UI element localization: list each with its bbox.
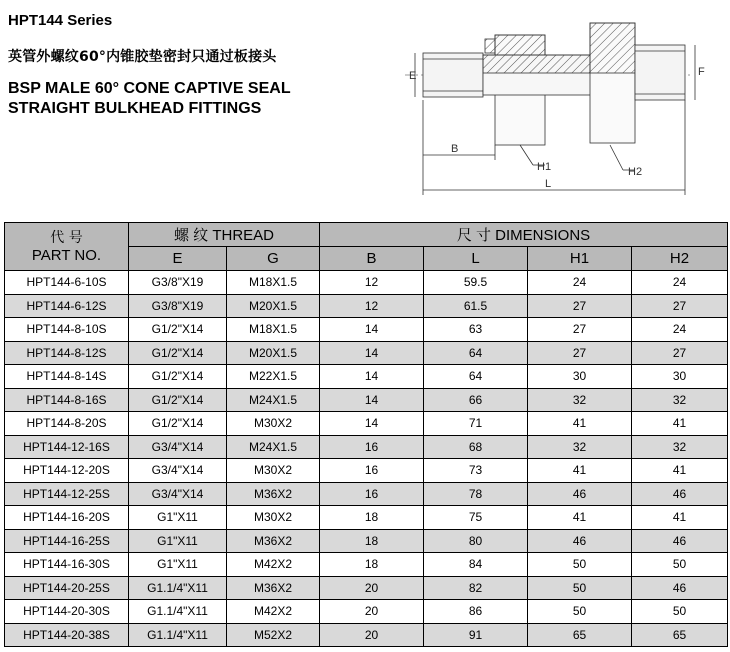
cell-b: 12: [320, 271, 424, 295]
header-col-L: L: [424, 247, 528, 271]
cell-e: G3/8"X19: [129, 294, 227, 318]
table-row: [5, 271, 728, 295]
series-title: HPT144 Series: [8, 12, 113, 29]
table-row: [5, 600, 728, 624]
cell-part: HPT144-8-10S: [5, 318, 129, 342]
cell-h1: 30: [528, 365, 632, 389]
table-row: [5, 576, 728, 600]
header-col-E: E: [129, 247, 227, 271]
cell-b: 14: [320, 318, 424, 342]
cell-e: G1/2"X14: [129, 341, 227, 365]
table-row: [5, 623, 728, 647]
cell-g: M18X1.5: [227, 271, 320, 295]
cell-h2: 65: [632, 623, 728, 647]
label-L: L: [545, 178, 552, 190]
cell-e: G1.1/4"X11: [129, 623, 227, 647]
cell-h2: 46: [632, 482, 728, 506]
cell-b: 14: [320, 341, 424, 365]
cell-l: 78: [424, 482, 528, 506]
cell-b: 12: [320, 294, 424, 318]
table-row: [5, 318, 728, 342]
cell-h2: 41: [632, 412, 728, 436]
title-chinese: 英管外螺纹60°内锥胶垫密封只通过板接头: [8, 49, 277, 65]
cell-l: 66: [424, 388, 528, 412]
cell-g: M20X1.5: [227, 341, 320, 365]
cell-e: G3/8"X19: [129, 271, 227, 295]
cell-e: G1/2"X14: [129, 365, 227, 389]
cell-h1: 50: [528, 576, 632, 600]
cell-part: HPT144-20-30S: [5, 600, 129, 624]
cell-e: G1.1/4"X11: [129, 600, 227, 624]
cell-l: 75: [424, 506, 528, 530]
table-row: [5, 459, 728, 483]
cell-l: 71: [424, 412, 528, 436]
table-row: [5, 412, 728, 436]
cell-h1: 50: [528, 600, 632, 624]
cell-h1: 46: [528, 482, 632, 506]
cell-g: M20X1.5: [227, 294, 320, 318]
cell-part: HPT144-16-20S: [5, 506, 129, 530]
cell-b: 16: [320, 482, 424, 506]
cell-part: HPT144-8-20S: [5, 412, 129, 436]
cell-h2: 32: [632, 435, 728, 459]
cell-l: 84: [424, 553, 528, 577]
cell-b: 20: [320, 623, 424, 647]
cell-part: HPT144-6-12S: [5, 294, 129, 318]
table-row: [5, 482, 728, 506]
cell-e: G1.1/4"X11: [129, 576, 227, 600]
cell-e: G1"X11: [129, 553, 227, 577]
cell-b: 14: [320, 412, 424, 436]
cell-e: G3/4"X14: [129, 482, 227, 506]
cell-part: HPT144-8-14S: [5, 365, 129, 389]
fitting-drawing: [385, 5, 705, 200]
header-col-H2: H2: [632, 247, 728, 271]
header-col-G: G: [227, 247, 320, 271]
cell-h2: 41: [632, 459, 728, 483]
label-E: E: [409, 70, 417, 82]
table-row: [5, 388, 728, 412]
dimensions-table: [4, 222, 728, 647]
cell-h1: 41: [528, 412, 632, 436]
cell-e: G1"X11: [129, 529, 227, 553]
cell-h2: 27: [632, 294, 728, 318]
cell-part: HPT144-12-20S: [5, 459, 129, 483]
cell-l: 86: [424, 600, 528, 624]
header-thread: 螺 纹 THREAD: [129, 223, 320, 247]
cell-e: G3/4"X14: [129, 435, 227, 459]
cell-e: G1"X11: [129, 506, 227, 530]
cell-h2: 50: [632, 553, 728, 577]
cell-part: HPT144-16-25S: [5, 529, 129, 553]
cell-g: M22X1.5: [227, 365, 320, 389]
label-F: F: [698, 66, 705, 78]
table-row: [5, 365, 728, 389]
table-header-row-1: [5, 223, 728, 247]
header-part-en: PART NO.: [31, 246, 102, 264]
title-english-line1: BSP MALE 60° CONE CAPTIVE SEAL: [8, 80, 291, 97]
cell-part: HPT144-8-16S: [5, 388, 129, 412]
table-row: [5, 294, 728, 318]
cell-b: 16: [320, 435, 424, 459]
cell-b: 18: [320, 529, 424, 553]
cell-b: 18: [320, 553, 424, 577]
cell-g: M18X1.5: [227, 318, 320, 342]
cell-part: HPT144-20-38S: [5, 623, 129, 647]
cell-h1: 50: [528, 553, 632, 577]
table-row: [5, 341, 728, 365]
cell-part: HPT144-16-30S: [5, 553, 129, 577]
cell-h2: 32: [632, 388, 728, 412]
cell-h1: 41: [528, 506, 632, 530]
cell-h1: 41: [528, 459, 632, 483]
cell-l: 64: [424, 341, 528, 365]
label-H1: H1: [537, 161, 552, 173]
cell-g: M42X2: [227, 600, 320, 624]
label-H2: H2: [628, 166, 643, 178]
cell-part: HPT144-12-16S: [5, 435, 129, 459]
cell-b: 14: [320, 365, 424, 389]
cell-part: HPT144-6-10S: [5, 271, 129, 295]
cell-l: 63: [424, 318, 528, 342]
cell-l: 80: [424, 529, 528, 553]
cell-h2: 41: [632, 506, 728, 530]
cell-g: M30X2: [227, 459, 320, 483]
cell-h1: 27: [528, 318, 632, 342]
table-row: [5, 553, 728, 577]
cell-g: M30X2: [227, 506, 320, 530]
cell-h2: 50: [632, 600, 728, 624]
cell-l: 68: [424, 435, 528, 459]
cell-h2: 46: [632, 576, 728, 600]
cell-l: 91: [424, 623, 528, 647]
cell-l: 82: [424, 576, 528, 600]
cell-h1: 27: [528, 294, 632, 318]
cell-part: HPT144-20-25S: [5, 576, 129, 600]
cell-g: M52X2: [227, 623, 320, 647]
cell-b: 20: [320, 600, 424, 624]
header-part-no: [5, 223, 129, 271]
cell-h1: 46: [528, 529, 632, 553]
cell-h2: 27: [632, 341, 728, 365]
cell-l: 73: [424, 459, 528, 483]
cell-l: 59.5: [424, 271, 528, 295]
header-part-cn: 代 号: [50, 229, 83, 246]
cell-b: 14: [320, 388, 424, 412]
cell-l: 61.5: [424, 294, 528, 318]
cell-g: M42X2: [227, 553, 320, 577]
cell-h1: 32: [528, 388, 632, 412]
table-row: [5, 529, 728, 553]
cell-e: G1/2"X14: [129, 388, 227, 412]
cell-b: 18: [320, 506, 424, 530]
cell-h2: 24: [632, 271, 728, 295]
cell-part: HPT144-8-12S: [5, 341, 129, 365]
cell-e: G3/4"X14: [129, 459, 227, 483]
cell-g: M36X2: [227, 529, 320, 553]
table-row: [5, 506, 728, 530]
title-english-line2: STRAIGHT BULKHEAD FITTINGS: [8, 100, 262, 117]
cell-b: 20: [320, 576, 424, 600]
cell-part: HPT144-12-25S: [5, 482, 129, 506]
cell-h1: 24: [528, 271, 632, 295]
cell-g: M24X1.5: [227, 388, 320, 412]
label-B: B: [451, 143, 459, 155]
cell-g: M36X2: [227, 576, 320, 600]
cell-h2: 46: [632, 529, 728, 553]
header-col-H1: H1: [528, 247, 632, 271]
cell-g: M24X1.5: [227, 435, 320, 459]
cell-b: 16: [320, 459, 424, 483]
cell-h2: 24: [632, 318, 728, 342]
cell-e: G1/2"X14: [129, 412, 227, 436]
cell-g: M36X2: [227, 482, 320, 506]
cell-h2: 30: [632, 365, 728, 389]
cell-e: G1/2"X14: [129, 318, 227, 342]
header-col-B: B: [320, 247, 424, 271]
cell-h1: 65: [528, 623, 632, 647]
cell-h1: 32: [528, 435, 632, 459]
header-dimensions: 尺 寸 DIMENSIONS: [320, 223, 728, 247]
cell-l: 64: [424, 365, 528, 389]
table-row: [5, 435, 728, 459]
cell-h1: 27: [528, 341, 632, 365]
cell-g: M30X2: [227, 412, 320, 436]
